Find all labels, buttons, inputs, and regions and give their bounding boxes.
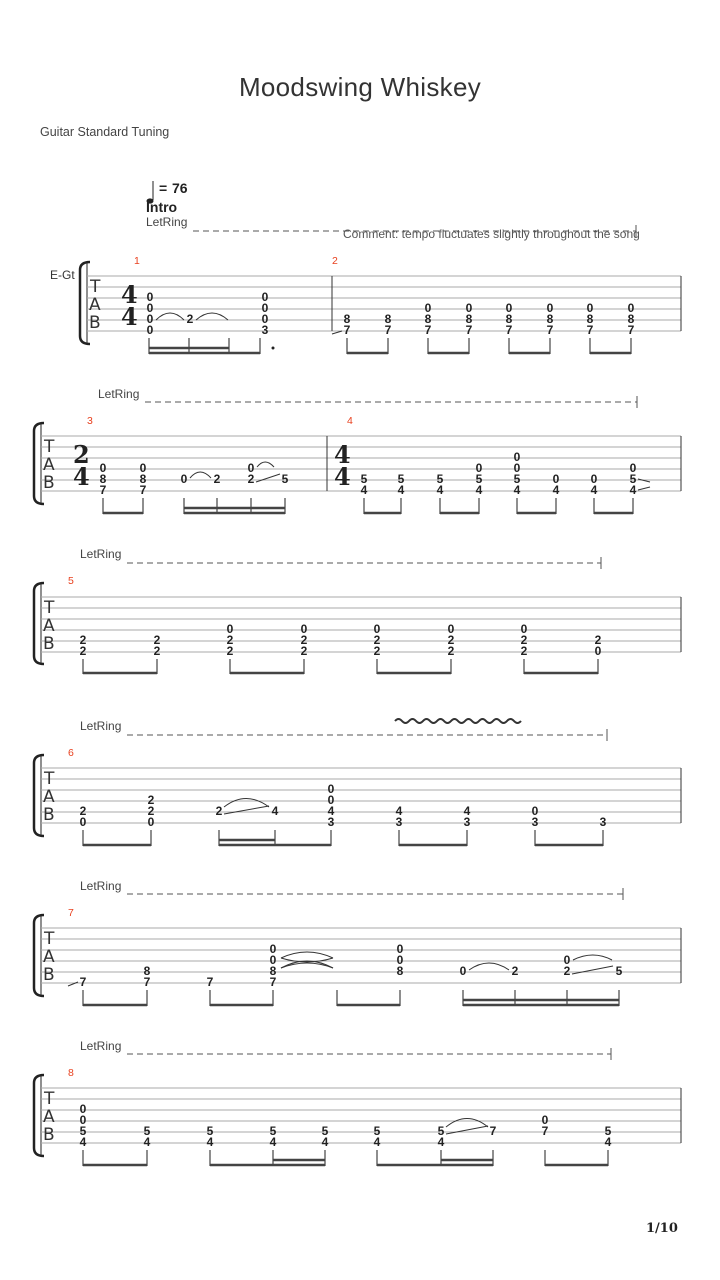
svg-text:8: 8 [627,312,635,326]
svg-text:4: 4 [327,804,335,818]
let-ring-2 [98,387,637,408]
svg-text:7: 7 [505,323,513,337]
svg-text:8: 8 [424,312,432,326]
svg-text:4: 4 [436,483,444,497]
svg-text:0: 0 [79,1113,87,1127]
tab-letter-a: A [89,295,101,315]
svg-text:LetRing: LetRing [80,879,122,893]
svg-text:2: 2 [594,633,602,647]
svg-text:0: 0 [269,953,277,967]
svg-text:4: 4 [395,804,403,818]
svg-text:0: 0 [180,472,188,486]
svg-text:7: 7 [465,323,473,337]
svg-text:5: 5 [513,472,521,486]
svg-text:LetRing: LetRing [80,1039,122,1053]
svg-text:2: 2 [153,633,161,647]
svg-text:4: 4 [552,483,560,497]
tuning-label: Guitar Standard Tuning [40,125,170,139]
svg-text:5: 5 [437,1124,445,1138]
time-sig-bottom: 4 [334,462,351,491]
svg-text:0: 0 [79,1102,87,1116]
svg-text:3: 3 [599,815,607,829]
let-ring-3 [80,547,601,569]
svg-text:4: 4 [271,804,279,818]
svg-text:T: T [44,769,55,789]
time-sig-top: 4 [334,440,351,469]
svg-text:0: 0 [147,815,155,829]
svg-text:0: 0 [146,290,154,304]
section-label: Intro [146,199,178,215]
svg-text:2: 2 [300,644,308,658]
svg-text:0: 0 [269,942,277,956]
svg-text:4: 4 [321,1135,329,1149]
svg-text:2: 2 [447,633,455,647]
svg-text:LetRing: LetRing [80,719,122,733]
tab-letter-b: B [89,313,101,333]
svg-text:5: 5 [360,472,368,486]
staff-system-3 [34,575,681,674]
svg-text:0: 0 [300,622,308,636]
svg-text:4: 4 [513,483,521,497]
svg-text:0: 0 [79,815,87,829]
svg-text:0: 0 [396,953,404,967]
measure-number: 6 [68,747,74,759]
svg-text:4: 4 [629,483,637,497]
svg-text:0: 0 [513,450,521,464]
svg-text:2: 2 [153,644,161,658]
svg-text:0: 0 [146,312,154,326]
svg-text:7: 7 [269,975,277,989]
svg-text:0: 0 [373,622,381,636]
measure-number: 5 [68,575,74,587]
svg-text:2: 2 [520,633,528,647]
svg-text:0: 0 [261,301,269,315]
svg-text:8: 8 [546,312,554,326]
svg-text:0: 0 [327,782,335,796]
svg-text:0: 0 [139,461,147,475]
svg-text:5: 5 [281,472,289,486]
svg-text:2: 2 [511,964,519,978]
svg-text:T: T [44,929,55,949]
svg-text:5: 5 [206,1124,214,1138]
svg-text:A: A [43,455,55,475]
svg-text:4: 4 [143,1135,151,1149]
svg-text:4: 4 [360,483,368,497]
svg-text:4: 4 [79,1135,87,1149]
svg-text:5: 5 [436,472,444,486]
svg-text:3: 3 [531,815,539,829]
svg-text:T: T [44,598,55,618]
svg-text:2: 2 [226,633,234,647]
svg-text:B: B [43,473,55,493]
staff-system-5 [34,907,681,1006]
svg-text:8: 8 [465,312,473,326]
svg-text:7: 7 [384,323,392,337]
svg-text:2: 2 [447,644,455,658]
svg-text:4: 4 [397,483,405,497]
svg-text:4: 4 [269,1135,277,1149]
svg-text:7: 7 [489,1124,497,1138]
svg-text:T: T [44,1089,55,1109]
staff-system-2 [34,415,681,514]
svg-text:5: 5 [321,1124,329,1138]
time-sig-top: 4 [121,280,138,309]
svg-text:5: 5 [475,472,483,486]
svg-text:3: 3 [395,815,403,829]
svg-text:0: 0 [226,622,234,636]
svg-text:7: 7 [541,1124,549,1138]
svg-text:A: A [43,787,55,807]
measure-number: 4 [347,415,353,427]
svg-text:8: 8 [143,964,151,978]
svg-text:2: 2 [215,804,223,818]
svg-text:2: 2 [373,633,381,647]
svg-text:0: 0 [465,301,473,315]
svg-text:7: 7 [139,483,147,497]
svg-text:A: A [43,616,55,636]
measure-number: 2 [332,255,338,267]
svg-text:0: 0 [590,472,598,486]
svg-text:0: 0 [541,1113,549,1127]
svg-text:2: 2 [147,804,155,818]
svg-text:7: 7 [586,323,594,337]
svg-text:8: 8 [343,312,351,326]
svg-text:B: B [43,805,55,825]
svg-text:0: 0 [261,290,269,304]
tempo-symbol: = [159,180,168,196]
svg-text:0: 0 [447,622,455,636]
time-sig-bottom: 4 [121,302,138,331]
svg-text:0: 0 [146,301,154,315]
svg-text:5: 5 [269,1124,277,1138]
svg-text:8: 8 [505,312,513,326]
svg-text:4: 4 [590,483,598,497]
svg-text:2: 2 [79,804,87,818]
svg-text:8: 8 [384,312,392,326]
time-sig-bottom: 4 [73,462,90,491]
svg-text:0: 0 [552,472,560,486]
measure-number: 1 [134,255,140,267]
svg-text:5: 5 [373,1124,381,1138]
svg-text:5: 5 [79,1124,87,1138]
let-ring-6 [80,1039,611,1060]
svg-text:LetRing: LetRing [98,387,140,401]
svg-text:0: 0 [531,804,539,818]
svg-text:7: 7 [424,323,432,337]
measure-number: 3 [87,415,93,427]
svg-text:0: 0 [327,793,335,807]
svg-text:2: 2 [300,633,308,647]
svg-text:5: 5 [143,1124,151,1138]
svg-text:0: 0 [396,942,404,956]
svg-text:2: 2 [563,964,571,978]
svg-text:8: 8 [269,964,277,978]
svg-text:5: 5 [615,964,623,978]
svg-text:8: 8 [139,472,147,486]
svg-text:LetRing: LetRing [146,215,188,229]
svg-text:2: 2 [186,312,194,326]
let-ring-4 [80,719,607,741]
song-title: Moodswing Whiskey [238,72,482,102]
page-indicator: 1/10 [646,1221,678,1236]
svg-text:7: 7 [79,975,87,989]
svg-text:0: 0 [546,301,554,315]
svg-text:2: 2 [373,644,381,658]
svg-text:7: 7 [206,975,214,989]
let-ring-5 [80,879,623,900]
svg-text:0: 0 [629,461,637,475]
svg-text:0: 0 [424,301,432,315]
svg-text:0: 0 [627,301,635,315]
measure-number: 8 [68,1067,74,1079]
svg-text:2: 2 [247,472,255,486]
svg-text:4: 4 [206,1135,214,1149]
staff-system-4 [34,747,681,846]
svg-text:7: 7 [99,483,107,497]
svg-text:0: 0 [146,323,154,337]
svg-text:A: A [43,947,55,967]
svg-text:0: 0 [261,312,269,326]
staff-system-1 [80,255,681,354]
svg-text:4: 4 [475,483,483,497]
measure-number: 7 [68,907,74,919]
svg-text:T: T [44,437,55,457]
svg-text:0: 0 [459,964,467,978]
svg-text:4: 4 [373,1135,381,1149]
svg-text:2: 2 [213,472,221,486]
svg-text:5: 5 [629,472,637,486]
svg-text:2: 2 [79,633,87,647]
svg-text:0: 0 [475,461,483,475]
tab-letter-t: T [90,277,101,297]
svg-text:3: 3 [261,323,269,337]
svg-text:0: 0 [247,461,255,475]
vibrato-mark [395,719,521,723]
svg-text:5: 5 [397,472,405,486]
svg-text:8: 8 [99,472,107,486]
tempo-value: 76 [172,180,188,196]
svg-text:4: 4 [604,1135,612,1149]
svg-text:B: B [43,1125,55,1145]
svg-text:3: 3 [463,815,471,829]
svg-text:7: 7 [343,323,351,337]
svg-text:4: 4 [463,804,471,818]
svg-text:7: 7 [546,323,554,337]
svg-text:4: 4 [437,1135,445,1149]
svg-text:8: 8 [586,312,594,326]
svg-text:2: 2 [226,644,234,658]
svg-text:0: 0 [505,301,513,315]
svg-text:0: 0 [586,301,594,315]
svg-text:0: 0 [513,461,521,475]
comment-text: Comment: tempo fluctuates slightly throughout the song [343,227,640,241]
svg-text:B: B [43,634,55,654]
instrument-label: E-Gt [50,268,75,282]
svg-text:LetRing: LetRing [80,547,122,561]
svg-text:7: 7 [627,323,635,337]
svg-text:0: 0 [520,622,528,636]
svg-text:3: 3 [327,815,335,829]
staff-system-6 [34,1067,681,1166]
svg-text:0: 0 [594,644,602,658]
svg-text:A: A [43,1107,55,1127]
svg-text:0: 0 [563,953,571,967]
svg-text:0: 0 [99,461,107,475]
svg-text:7: 7 [143,975,151,989]
svg-text:2: 2 [520,644,528,658]
svg-text:2: 2 [147,793,155,807]
svg-text:B: B [43,965,55,985]
time-sig-top: 2 [73,440,90,469]
svg-text:2: 2 [79,644,87,658]
svg-text:8: 8 [396,964,404,978]
svg-text:5: 5 [604,1124,612,1138]
